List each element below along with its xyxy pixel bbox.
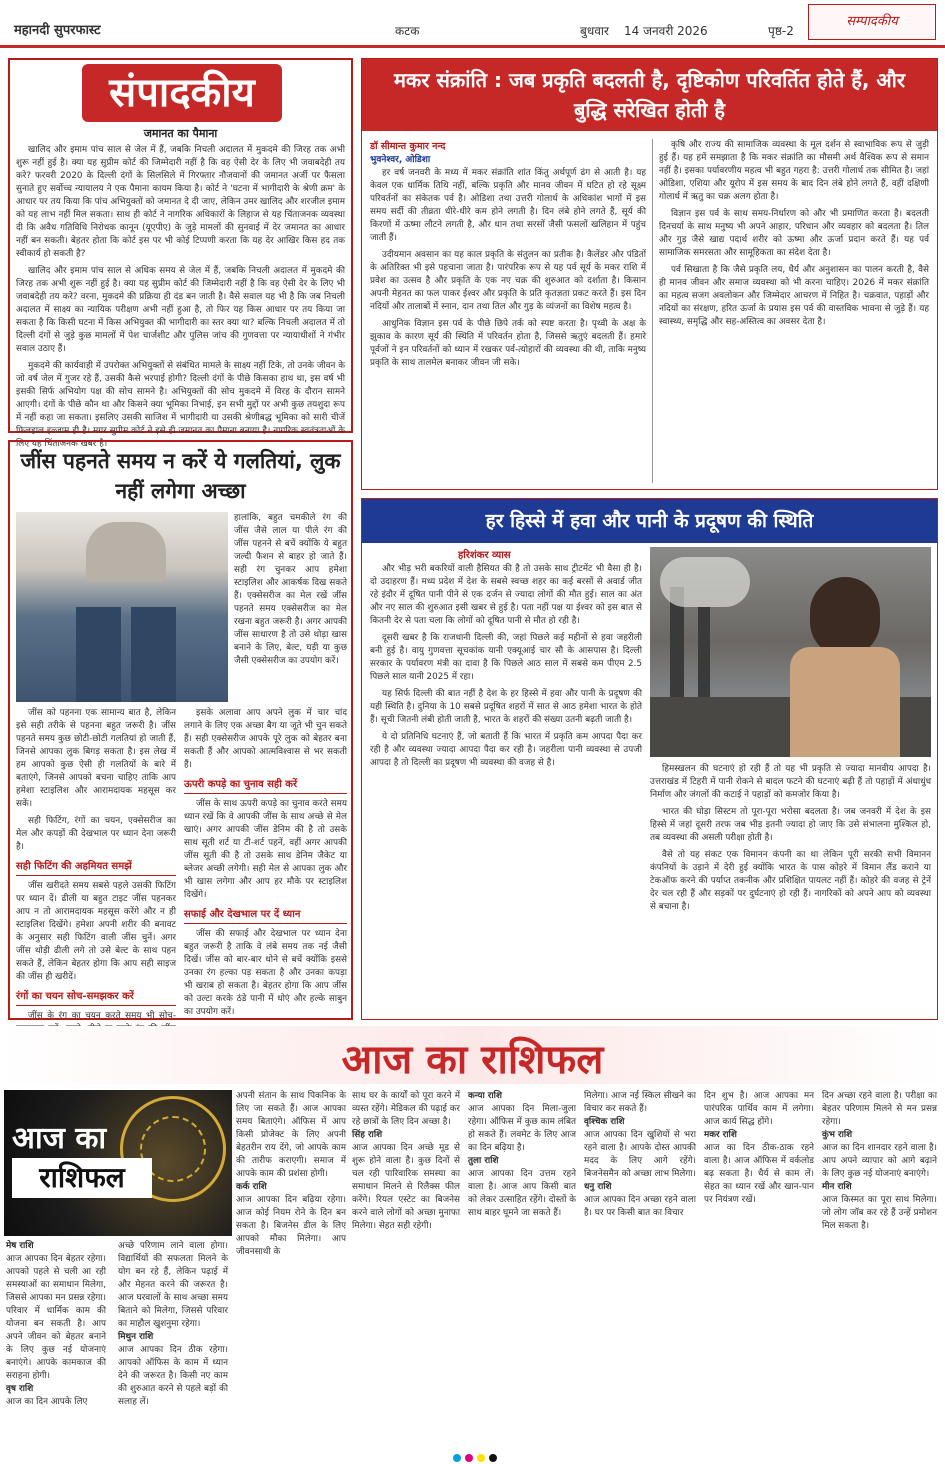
pollution-paragraph: वैसे तो यह संकट एक विमानन कंपनी का था लेकिन पूरी सरकी सभी विमानन कंपनियों के उड़ाने में देरी हुई क्योंकि भारत के पास कोहरे में विमान लैंड कराने या टेकऑफ करने की पर्याप्त तकनीक और प्रशिक्षित पायलट नहीं हैं। कोहरे की वजह से ट्रेनें देर चल रही हैं और सड़कों पर दुर्घटनाएं हो रही हैं। नागरिकों को अपने आप को व्यवस्था से बचाना है।: [650, 850, 931, 912]
pollution-paragraph: यह सिर्फ दिल्ली की बात नहीं है देश के हर हिस्से में हवा और पानी के प्रदूषण की यही स्थिति है। दुनिया के 10 सबसे प्रदूषित शहरों में सात से आठ हमेशा भारत के होते हैं। सूची जितनी लंबी होती जाती है, भारत के शहरों की संख्या उतनी बढ़ती जाती है।: [370, 689, 642, 725]
masthead-city: कटक: [395, 24, 420, 38]
pollution-paragraph: ये दो प्रतिनिधि घटनाएं हैं, जो बताती हैं कि भारत में प्रकृति कम आपदा पैदा कर रही है और व्यवस्था ज्यादा आपदा पैदा कर रही है। जहरीला पानी व्यवस्था से उपजी आपदा है तो दिल्ली का प्रदूषण भी व्यवस्था की वजह से है।: [370, 732, 642, 768]
editorial-paragraph: खालिद और इमाम पांच साल से अधिक समय से जेल में हैं, जबकि निचली अदालत में मुकदमे की जिरह तक अभी शुरू नहीं हुई है। क्या यह सुप्रीम कोर्ट की जिम्मेदारी नहीं है कि वह ऐसी देर के लिए भी जवाबदेही तय करे? वरना, मुकदमे की प्रक्रिया ही दंड बन जाती है। वैसे सवाल यह भी है कि जब निचली अदालत में साक्ष्य का न्यायिक परीक्षण अभी नहीं हुआ है, तो फिर यह किस आधार पर तय किया जा सकता है कि किसी घटना में किस अभियुक्त की भागीदारी का स्तर क्या था? बल्कि निचली अदालत में तो दिल्ली दंगों से जुड़े कुछ मामलों में पेश चार्जशीट और पुलिस जांच की गुणवत्ता पर न्यायाधीशों ने गंभीर सवाल उठाए हैं।: [16, 266, 345, 354]
jeans-paragraph: सही फिटिंग, रंगों का चयन, एक्सेसरीज का मेल और कपड़ों की देखभाल पर ध्यान देना जरूरी है।: [16, 816, 176, 852]
editorial-paragraph: मुकदमे की कार्यवाही में उपरोक्त अभियुक्तों से संबंधित मामले के साक्ष्य नहीं टिके, तो उनके जीवन के जो वर्ष जेल में गुजर रहे हैं, उसकी कैसे भरपाई होगी? दिल्ली दंगों के पीछे किसका हाथ था, इस वर्ष भी इसकी सिर्फ अभियोग पक्ष की सोच सामने है। अभियुक्तों की सोच मुकदमे में विरह के दौरान सामने आएगी। दंगों के पीछे कौन था और किसने क्या भूमिका निभाई, इन सभी मुद्दों पर अभी कुछ तयशुदा रूप में नहीं कहा जा सकता। इसलिए उसकी साजिश में भागीदारी या उसकी श्रेणीबद्ध भूमिका को सारी चीजें फिलहाल इल्जाम ही है। मगर सुप्रीम कोर्ट ने इसे ही जमानत का पैमाना बनाया है। नागरिक स्वतंत्रताओं के लिए यह चिंताजनक खबर है।: [16, 361, 345, 449]
masthead-rule: [0, 45, 945, 48]
makar-paragraph: हर वर्ष जनवरी के मध्य में मकर संक्रांति शांत किंतु अर्थपूर्ण ढंग से आती है। यह केवल एक धार्मिक तिथि नहीं, बल्कि प्रकृति और मानव जीवन में घटित हो रहे सूक्ष्म परिवर्तनों का संकेतक पर्व है। ओडिशा तथा उत्तरी गोलार्ध के अधिकांश भागों में इस समय सर्दी की तीव्रता धीरे-धीरे कम होने लगती है। दिन लंबे होने लगते हैं, सूर्य की किरणों में ऊष्मा लौटने लगती है, और धान तथा सरसों जैसी फसलों खलिहान में पहुंच जाती हैं।: [370, 168, 646, 243]
pollution-article: [361, 498, 938, 1020]
makar-column-1: [370, 167, 646, 483]
rashifal-image-title-1: आज का: [12, 1121, 107, 1156]
rashifal-title: आज का राशिफल: [341, 1037, 604, 1083]
jeans-subhead: रंगों का चयन सोच-समझकर करें: [16, 990, 176, 1006]
jeans-article: [8, 440, 353, 1020]
rashifal-column: [352, 1090, 460, 1452]
person-head-shape: [810, 577, 880, 657]
pollution-paragraph: और भीड़ भरी बकरियों वाली हैसियत की है तो उसके साथ ट्रीटमेंट भी वैसा ही है। दो उदाहरण हैं। मध्य प्रदेश में देश के सबसे स्वच्छ शहर का कई बरसों से अवार्ड जीत रहे इंदौर में दूषित पानी पीने से एक दर्जन से ज्यादा लोगों की मौत हुई। साल का अंत और नए साल की शुरुआत इसी खबर से हुई है। पता नहीं पक्ष या ईश्वर को इस बात से कितनी देर से पता चला कि लोगों को दूषित पानी से मौत हो रही है।: [370, 564, 642, 626]
editorial-body: [16, 144, 345, 449]
rashifal-column: [118, 1240, 228, 1452]
rashi-name: वृश्चिक राशि: [584, 1117, 625, 1127]
pollution-paragraph: भारत की घोड़ा सिस्टम तो पूरा-पूरा भरोसा बदलता है। जब जनवरी में देश के इस हिस्से में जहां दूसरी तरफ जब भीड़ इतनी ज्यादा हो जाए कि उसे संभालना मुश्किल हो, तब व्यवस्था की असली परीक्षा होती है।: [650, 807, 931, 843]
paper-name: महानदी सुपरफास्ट: [14, 23, 101, 38]
masthead-page: पृष्ठ-2: [768, 24, 794, 38]
rashifal-column: [6, 1240, 106, 1452]
rashifal-column: [822, 1090, 937, 1452]
pollution-author: हरिशंकर व्यास: [458, 550, 511, 561]
rashi-name: सिंह राशि: [352, 1130, 383, 1140]
person-body-shape: [790, 647, 900, 757]
rashi-name: तुला राशि: [468, 1156, 499, 1166]
pollution-paragraph: दूसरी खबर है कि राजधानी दिल्ली की, जहां पिछले कई महीनों से हवा जहरीली बनी हुई है। वायु गुणवत्ता सूचकांक यानी एक्यूआई चार सौ के आसपास है। दिल्ली सरकार के पर्यावरण मंत्री का दावा है कि पिछले आठ साल में सबसे कम पीएम 2.5 पिछले साल यानी 2025 में रहा।: [370, 633, 642, 682]
editorial-box: [8, 58, 353, 449]
registration-dot: [453, 1454, 461, 1462]
makar-author: डॉ सीमान्त कुमार नन्द: [370, 141, 446, 152]
jeans-left-column: [16, 707, 176, 1021]
rashi-text: आज आपका दिन बेहतर रहेगा। आपको पहले से चली आ रही समस्याओं का समाधान मिलेगा, जिससे आपका मन प्रसन्न रहेगा। परिवार में धार्मिक काम की योजना बन सकती है। आप अपने जीवन को बेहतर बनाने के लिए कुछ नई योजनाएं बनाएंगे। आपके कामकाज की सराहना होगी।: [6, 1254, 106, 1381]
rashi-text: आज आपका दिन उत्तम रहने वाला है। आज आप किसी बात को लेकर उत्साहित रहेंगे। दोस्तों के साथ बाहर घूमने जा सकते हैं।: [468, 1169, 576, 1218]
editorial-title: संपादकीय: [82, 64, 282, 122]
makar-paragraph: आधुनिक विज्ञान इस पर्व के पीछे छिपे तर्क को स्पष्ट करता है। पृथ्वी के अक्ष के झुकाव के कारण सूर्य की स्थिति में परिवर्तन होता है, जिससे ऋतुएं बदलती हैं। हमारे पूर्वजों ने इन परिवर्तनों को ध्यान में रखकर पर्व-त्योहारों की व्यवस्था की थी, ताकि मनुष्य प्रकृति के साथ तालमेल बनाकर जीवन जी सके।: [370, 319, 646, 368]
rashi-text: आज आपका दिन बढ़िया रहेगा। आज कोई नियम रोने के दिन बन सकता है। बिजनेस डील के लिए आपको मौका मिलेगा। आप जीवनसाथी के: [236, 1195, 346, 1257]
pollution-photo: [650, 547, 931, 757]
pollution-headline: हर हिस्से में हवा और पानी के प्रदूषण की स्थिति: [362, 499, 937, 543]
rashifal-image: [4, 1090, 232, 1236]
jeans-paragraph: जींस को पहनना एक सामान्य बात है, लेकिन इसे सही तरीके से पहनना बहुत जरूरी है। जींस पहनते समय कुछ छोटी-छोटी गलतियां हो जाती हैं, जिनसे आपका लुक बिगड़ सकता है। इस लेख में हम आपको कुछ ऐसी ही गलतियों के बारे में बताएंगे, जिनसे आपको बचना चाहिए ताकि आप हमेशा स्टाइलिश और आरामदायक महसूस कर सकें।: [16, 708, 176, 809]
rashi-text: आज आपका दिन अच्छे मूड से शुरू होने वाला है। कुछ दिनों से चल रही पारिवारिक समस्या का समाधान मिलने से रिलैक्स फील करेंगे। रियल एस्टेट का बिजनेस करने वाले लोगों को अच्छा मुनाफा मिलेगा। सेहत सही रहेगी।: [352, 1143, 460, 1231]
jeans-paragraph: जींस खरीदते समय सबसे पहले उसकी फिटिंग पर ध्यान दें। ढीली या बहुत टाइट जींस पहनकर आप न तो आरामदायक महसूस करेंगे और न ही स्टाइलिश दिखेंगे। हमेशा अपनी शरीर की बनावट के अनुसार सही फिटिंग वाली जींस चुनें। अगर जींस थोड़ी ढीली लगे तो उसे बेल्ट के साथ पहन सकते हैं, लेकिन बेहतर होगा कि आप सही साइज की जींस ही खरीदें।: [16, 881, 176, 982]
makar-place: भुवनेश्वर, ओडिशा: [370, 155, 431, 165]
rashi-text: दिन अच्छा रहने वाला है। परीक्षा का बेहतर परिणाम मिलने से मन प्रसन्न रहेगा।: [822, 1091, 937, 1127]
makar-headline: मकर संक्रांति : जब प्रकृति बदलती है, दृष्टिकोण परिवर्तित होते हैं, और बुद्धि सरेखित होती है: [362, 59, 937, 131]
section-logo: सम्पादकीय: [808, 4, 936, 40]
rashi-name: वृष राशि: [6, 1384, 34, 1394]
jeans-paragraph: जींस की सफाई और देखभाल पर ध्यान देना बहुत जरूरी है ताकि वे लंबे समय तक नई जैसी दिखें। जींस को बार-बार धोने से बचें क्योंकि इससे उनका रंग हल्का पड़ सकता है और उनका कपड़ा भी खराब हो सकता है। बेहतर होगा कि आप जींस को उल्टा करके ठंडे पानी में धोएं और हल्के साबुन का उपयोग करें।: [184, 929, 347, 1017]
rashifal-column: [468, 1090, 576, 1452]
rashi-name: कन्या राशि: [468, 1091, 502, 1101]
rashi-text: आज का दिन शानदार रहने वाला है। आप अपने व्यापार को आगे बढ़ाने के लिए कुछ नई योजनाएं बनाएंगे।: [822, 1143, 937, 1179]
rashi-name: कुंभ राशि: [822, 1130, 853, 1140]
pollution-paragraph: हिमस्खलन की घटनाएं हो रही हैं तो यह भी प्रकृति से ज्यादा मानवीय आपदा है। उत्तराखंड में टिहरी में पानी रोकने से बादल फटने की घटनाएं बढ़ी हैं तो पहाड़ों में अंधाधुंध निर्माण और जंगलों की कटाई ने पहाड़ों को कमजोर किया है।: [650, 764, 931, 800]
jeans-paragraph: जींस के रंग का चयन करते समय भी सोच-: [28, 1011, 176, 1021]
makar-paragraph: पर्व सिखाता है कि जैसे प्रकृति लय, धैर्य और अनुशासन का पालन करती है, वैसे ही मानव जीवन और समाज व्यवस्था को भी करना चाहिए। 2026 में मकर संक्रांति का महत्व सजग अवलोकन और जिम्मेदार आचरण में निहित है। चक्रवात, पहाड़ों और नदियों का संरक्षण, हरित ऊर्जा के प्रयास इस पर्व की वास्तविक भावना से जुड़े हैं। यह स्वास्थ्य, समृद्धि और सह-अस्तित्व का अवसर देता है।: [659, 265, 929, 327]
rashi-text: मिलेगा। आज नई स्किल सीखने का विचार कर सकते हैं।: [584, 1091, 696, 1114]
jeans-photo: [16, 512, 228, 702]
jeans-right-column: [184, 707, 347, 1017]
makar-paragraph: विज्ञान इस पर्व के साथ समय-निर्धारण को और भी प्रमाणित करता है। बदलती दिनचर्या के साथ मनुष्य भी अपने आहार, परिधान और व्यवहार को बदलता है। तिल और गुड़ जैसे खाद्य पदार्थ शरीर को ऊष्मा और ऊर्जा प्रदान करते हैं। यह पर्व सामाजिक समरसता और सामूहिकता का संदेश देता है।: [659, 209, 929, 258]
jeans-paragraph: इसके अलावा आप अपने लुक में चार चांद लगाने के लिए एक अच्छा बैग या जूते भी चुन सकते हैं। सही एक्सेसरीज आपके पूरे लुक को बेहतर बना सकती हैं और आपको आत्मविश्वास से भर सकती हैं।: [184, 708, 347, 770]
rashi-name: मेष राशि: [6, 1241, 34, 1251]
rashifal-column: [704, 1090, 814, 1452]
right-leg-shape: [131, 607, 176, 702]
makar-paragraph: उदीयमान अवसान का यह काल प्रकृति के संतुलन का प्रतीक है। कैलेंडर और पंडितों के अतिरिक्त भी इसे पहचाना जाता है। पारंपरिक रूप से यह पर्व सूर्य के मकर राशि में प्रवेश का उत्सव है और प्रकृति के एक नए चक्र की शुरुआत को दर्शाता है। किसान अपनी मेहनत का फल पाकर ईश्वर और प्रकृति के प्रति कृतज्ञता प्रकट करते हैं। इस दिन नदियों और तालाबों में स्नान, दान तथा तिल और गुड़ के व्यंजनों का विशेष महत्व है।: [370, 250, 646, 312]
rashi-text: आज का दिन आपके लिए: [6, 1397, 88, 1407]
makar-column-2: [659, 139, 929, 483]
jeans-intro: हालांकि, बहुत चमकीले रंग की जींस जैसे लाल या पीले रंग की जींस पहनने से बचें क्योंकि ये बहुत जल्दी फैशन से बाहर हो जाते हैं। सही रंग चुनकर आप हमेशा स्टाइलिश और आकर्षक दिख सकते हैं। एक्सेसरीज का मेल रखें जींस पहनते समय एक्सेसरीज का मेल रखना बहुत जरूरी है। अगर आपकी जींस साधारण है तो उसे थोड़ा खास बनाने के लिए, बेल्ट, घड़ी या कुछ जैसी एक्सेसरीज का उपयोग करें।: [234, 513, 347, 666]
masthead-date: 14 जनवरी 2026: [624, 24, 708, 38]
rashi-name: धनु राशि: [584, 1182, 612, 1192]
rashi-text: अच्छे परिणाम लाने वाला होगा। विद्यार्थियों की सफलता मिलने के योग बन रहे हैं, लेकिन पढ़ाई में और मेहनत करने की जरूरत है। आज घरवालों के साथ अच्छा समय बिताने को मिलेगा, जिससे परिवार का माहौल खुशनुमा रहेगा।: [118, 1241, 228, 1329]
registration-dot: [465, 1454, 473, 1462]
jeans-subhead: सफाई और देखभाल पर दें ध्यान: [184, 908, 347, 924]
torso-shape: [86, 522, 166, 582]
rashifal-image-title-2: राशिफल: [12, 1158, 152, 1198]
rashi-text: आज किस्मत का पूरा साथ मिलेगा। जो लोग जॉब कर रहे हैं उन्हें प्रमोशन मिल सकता है।: [822, 1195, 937, 1231]
column-divider: [652, 139, 653, 483]
chimney-shape: [698, 607, 710, 707]
registration-dot: [489, 1454, 497, 1462]
rashifal-column: [584, 1090, 696, 1452]
rashi-name: कर्क राशि: [236, 1182, 267, 1192]
rashi-text: आज आपका दिन ठीक रहेगा। आपको ऑफिस के काम में ध्यान देने की जरूरत है। किसी नए काम की शुरुआत करने से पहले बड़ों की सलाह लें।: [118, 1345, 228, 1407]
masthead: [0, 0, 945, 46]
jeans-subhead: ऊपरी कपड़े का चुनाव सही करें: [184, 778, 347, 794]
rashi-text: दिन शुभ है। आज आपका मन पारंपरिक पार्थिव काम में लगेगा। आज कार्य सिद्ध होंगे।: [704, 1091, 814, 1127]
rashi-text: आज आपका दिन मिला-जुला रहेगा। ऑफिस में कुछ काम लंबित हो सकते हैं। लवमेट के लिए आज का दिन बढ़िया है।: [468, 1104, 576, 1153]
pollution-column-1: [370, 563, 642, 1013]
rashi-name: मकर राशि: [704, 1130, 737, 1140]
editorial-paragraph: खालिद और इमाम पांच साल से जेल में हैं, जबकि निचली अदालत में मुकदमे की जिरह तक अभी शुरू नहीं हुई है। क्या यह सुप्रीम कोर्ट की जिम्मेदारी नहीं है कि वह ऐसी देर के लिए भी जवाबदेही तय करे? फरवरी 2020 के दिल्ली दंगों के सिलसिले में गिरफ्तार नौजवानों की जमानत अर्जी पर फैसला सुनाते हुए सर्वोच्च न्यायालय ने एक पैमाना कायम किया है। कोर्ट ने 'घटना में भागीदारी के श्रेणी क्रम' के आधार पर तय किया कि पांच अभियुक्तों को जमानत दे दी जाए, लेकिन उमर खालिद और शरजील इमाम को यह लाभ नहीं मिल सकता। साथ ही कोर्ट ने नागरिक अधिकारों के लिहाज से यह चिंताजनक व्यवस्था दी कि अवैध गतिविधि निरोधक कानून (यूएपीए) के जुड़े मामलों की सुनवाई में देर जमानत का आधार नहीं बन सकती। बेहतर होता कि कोर्ट इस पर भी कोई टिप्पणी करता कि यह देर आखिर किस हद तक स्वीकार्य हो सकती है?: [16, 145, 345, 259]
rashi-text: आज का दिन ठीक-ठाक रहने वाला है। आज ऑफिस में वर्कलोड बढ़ सकता है। धैर्य से काम लें। सेहत का ध्यान रखें और खान-पान पर नियंत्रण रखें।: [704, 1143, 814, 1205]
rashi-text: अपनी संतान के साथ पिकनिक के लिए जा सकते हैं। आज आपका समय बिताएंगे। ऑफिस में आप किसी प्रोजेक्ट के लिए अपनी बेहतरीन राय देंगे, जो आपके काम की तारीफ कराएगी। समाज में आपके काम की प्रशंसा होगी।: [236, 1091, 346, 1179]
rashi-text: आज आपका दिन अच्छा रहने वाला है। घर पर किसी बात का विचार: [584, 1195, 696, 1218]
rashifal-banner: [0, 1026, 945, 1084]
pollution-column-2: [650, 763, 931, 1013]
left-leg-shape: [76, 607, 121, 702]
jeans-subhead: सही फिटिंग की अहमियत समझें: [16, 860, 176, 876]
editorial-subtitle: जमानत का पैमाना: [143, 127, 218, 140]
masthead-day: बुधवार: [580, 24, 609, 38]
rashifal-column: [236, 1090, 346, 1452]
rashi-name: मिथुन राशि: [118, 1332, 154, 1342]
makar-paragraph: कृषि और राज्य की सामाजिक व्यवस्था के मूल दर्शन से स्वाभाविक रूप से जुड़ी हुई हैं। यह हमें समझाता है कि मकर संक्रांति का मौसमी अर्थ वैश्विक रूप से समान नहीं है। इसका पर्यावरणीय महत्व भी बहुत गहरा है: उत्तरी गोलार्ध तक सीमित है। जहां ओडिशा, एशिया और यूरोप में इस समय के बाद दिन लंबे होने लगते हैं, वहीं दक्षिणी गोलार्ध में ऋतु का चक्र अलग होता है।: [659, 140, 929, 202]
registration-dot: [477, 1454, 485, 1462]
rashi-text: साथ घर के कार्यों को पूरा करने में व्यस्त रहेंगे। मेडिकल की पढ़ाई कर रहे छात्रों के लिए दिन अच्छा है।: [352, 1091, 460, 1127]
rashi-name: मीन राशि: [822, 1182, 852, 1192]
jeans-paragraph: जींस के साथ ऊपरी कपड़े का चुनाव करते समय ध्यान रखें कि वे आपकी जींस के साथ अच्छे से मेल खाएं। अगर आपकी जींस डेनिम की है तो उसके साथ सूती शर्ट या टी-शर्ट पहनें, वहीं अगर आपकी जींस सूती की है तो उसके साथ डेनिम जैकेट या ब्लेजर अच्छी लगेगी। सही मेल से आपका लुक और भी खास लगेगा और आप हर मौके पर स्टाइलिश दिखेंगे।: [184, 799, 347, 900]
rashi-text: आज आपका दिन खुशियों से भरा रहने वाला है। आपके दोस्त आपकी मदद के लिए आगे रहेंगे। बिजनेसमैन को अच्छा लाभ मिलेगा।: [584, 1130, 696, 1179]
registration-strip: [340, 1454, 610, 1464]
jeans-headline: जींस पहनते समय न करें ये गलतियां, लुक नहीं लगेगा अच्छा: [20, 449, 341, 503]
smoke-shape: [660, 557, 750, 607]
makar-article: [361, 58, 938, 490]
